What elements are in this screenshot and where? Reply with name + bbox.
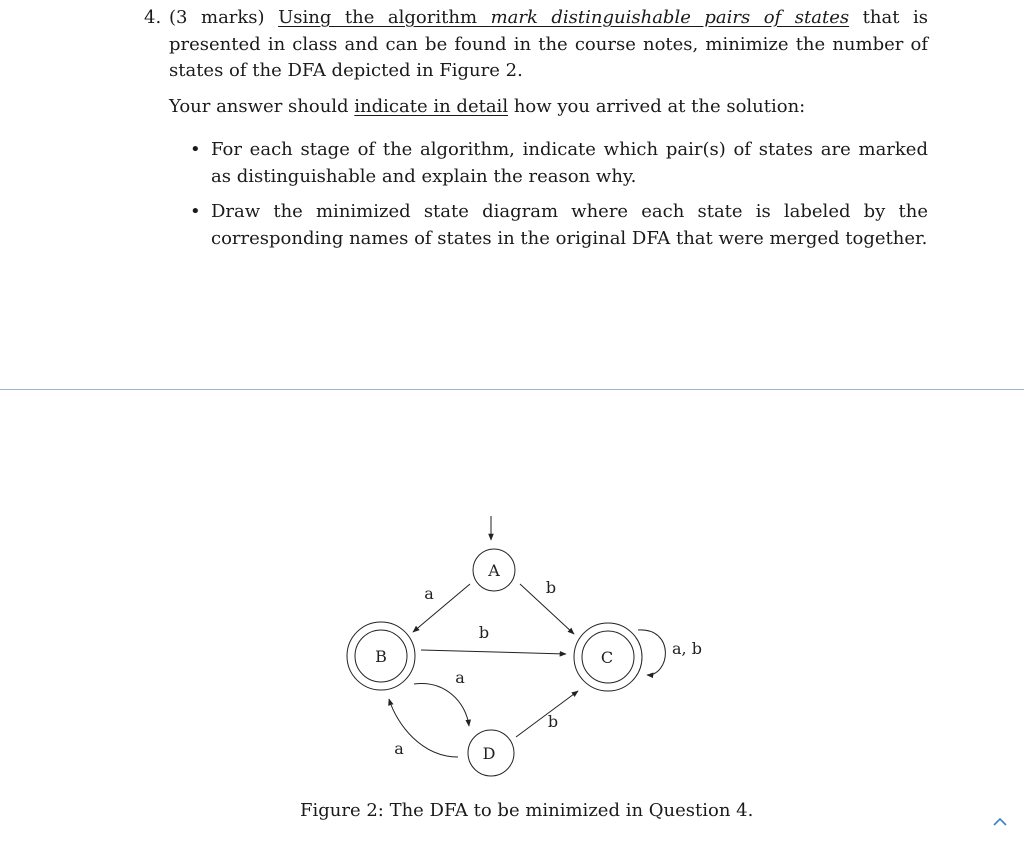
question-marks: (3 marks): [169, 7, 265, 28]
state-b: [347, 622, 415, 690]
list-item: • Draw the minimized state diagram where each state is labeled by the corresponding names of states in the original DFA that were merged together.: [190, 201, 928, 249]
figure-caption: Figure 2: The DFA to be minimized in Question 4.: [300, 800, 754, 821]
edge-c-self-label: a, b: [672, 639, 702, 658]
answer-emphasis: indicate in detail: [354, 95, 509, 117]
edge-d-c-label: b: [547, 712, 559, 731]
state-a: [473, 549, 515, 591]
state-d: [468, 730, 514, 776]
edge-a-b-label: a: [424, 584, 434, 603]
algorithm-reference: Using the algorithm mark distinguishable pairs of states: [278, 7, 850, 28]
scroll-to-top-button[interactable]: [988, 810, 1012, 834]
edge-b-d: [414, 684, 469, 726]
edge-d-b-label: a: [394, 739, 404, 758]
question-instruction: that is presented in class and can be found in the course notes, minimize the number of states of the DFA depicted in Figure 2.: [169, 7, 928, 81]
state-d-label: D: [482, 744, 496, 763]
edge-a-c-label: b: [545, 578, 557, 597]
chevron-up-icon: [988, 810, 1012, 834]
state-c-label: C: [600, 648, 614, 667]
state-c: [574, 623, 642, 691]
answer-instruction: Your answer should indicate in detail how you arrived at the solution:: [169, 95, 806, 117]
question-number: 4.: [144, 7, 162, 28]
edge-b-d-label: a: [455, 668, 465, 687]
bullet-icon: •: [190, 201, 201, 222]
edge-b-c-label: b: [478, 623, 490, 642]
algorithm-name: mark distinguishable pairs of states: [490, 7, 850, 28]
edge-b-c: [421, 650, 566, 654]
edge-a-b: [413, 584, 470, 632]
state-b-label: B: [375, 647, 387, 666]
list-item: • For each stage of the algorithm, indicate which pair(s) of states are marked as distinguishable and explain the reason why.: [190, 139, 928, 187]
bullet-icon: •: [190, 139, 201, 160]
state-a-label: A: [488, 561, 500, 580]
